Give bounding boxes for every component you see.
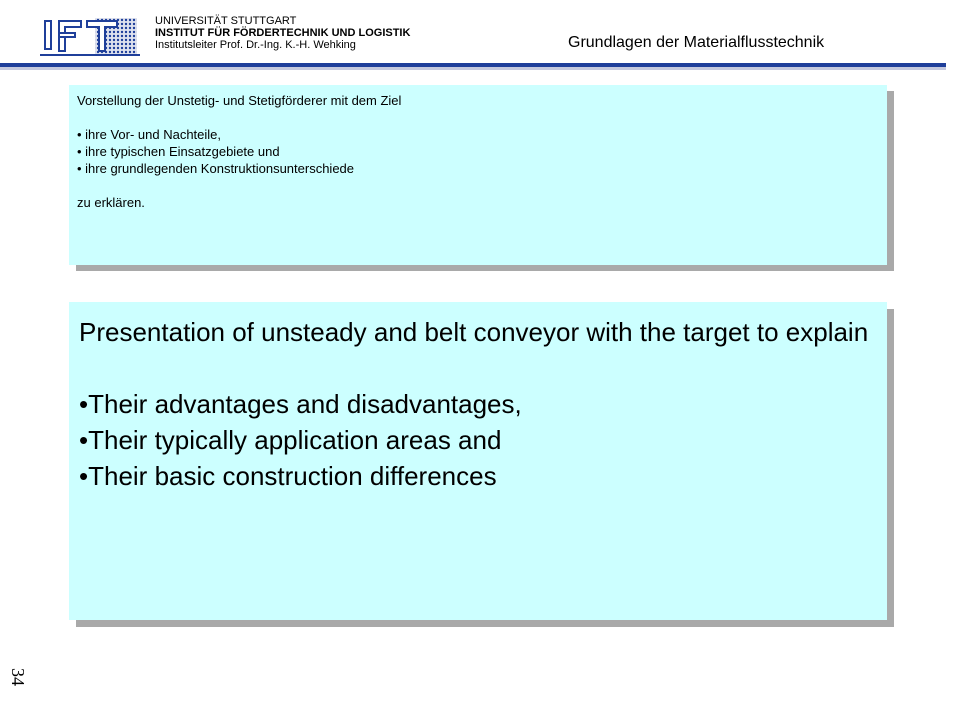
list-item: •Their basic construction differences [79,461,497,491]
institute-block [155,15,410,51]
german-bullet-list [77,126,879,177]
list-item: •Their typically application areas and [79,425,502,455]
german-intro: Vorstellung der Unstetig- und Stetigförderer mit dem Ziel [77,93,402,108]
institute-name: INSTITUT FÜR FÖRDERTECHNIK UND LOGISTIK [155,27,411,39]
page-number: 34 [8,668,28,686]
list-item: •Their advantages and disadvantages, [79,389,522,419]
english-text-box [69,302,887,620]
header-rule-light [0,67,946,70]
list-item: • ihre grundlegenden Konstruktionsunterschiede [77,161,355,176]
german-text-box [69,85,887,265]
institute-head: Institutsleiter Prof. Dr.-Ing. K.-H. Wehking [155,39,356,51]
list-item: • ihre Vor- und Nachteile, [77,127,222,142]
english-bullet-list [79,386,877,494]
list-item: • ihre typischen Einsatzgebiete und [77,144,280,159]
course-title: Grundlagen der Materialflusstechnik [568,34,825,51]
english-intro: Presentation of unsteady and belt conveyor with the target to explain [79,317,869,347]
university-name: UNIVERSITÄT STUTTGART [155,15,297,27]
ift-logo-icon [40,14,140,58]
german-outro: zu erklären. [77,195,145,210]
